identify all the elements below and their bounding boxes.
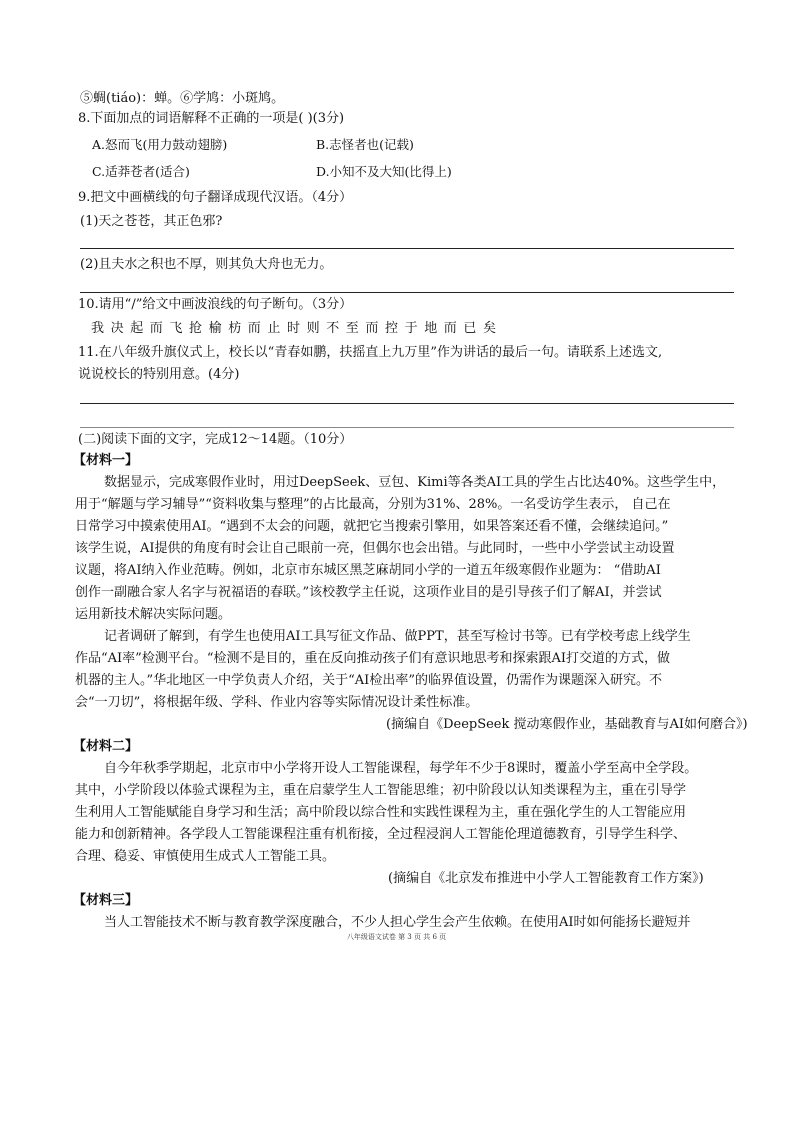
text-line: 生利用人工智能赋能自身学习和生活；高中阶段以综合性和实践性课程为主，重在强化学生的人工智能应用 [75, 805, 687, 820]
section-divider [80, 427, 734, 428]
q8-option-d: D.小知不及大知(比得上) [316, 164, 452, 179]
source-citation: (摘编自《北京发布推进中小学人工智能教育工作方案》) [388, 871, 704, 886]
text-line: 日常学习中摸索使用AI。“遇到不太会的问题，就把它当搜索引擎用，如果答案还看不懂，会继续追问。” [75, 519, 669, 534]
text-line: 能力和创新精神。各学段人工智能课程注重有机衔接，全过程浸润人工智能伦理道德教育，引导学生科学、 [75, 827, 687, 842]
q9-sentence-2: (2)且夫水之积也不厚，则其负大舟也无力。 [80, 257, 333, 272]
q11-line-1: 11.在八年级升旗仪式上，校长以“青春如鹏，扶摇直上九万里”作为讲话的最后一句。请联系上述选文, [78, 345, 663, 360]
answer-line [80, 292, 734, 293]
text-line: 创作一副融合家人名字与祝福语的春联。”该校教学主任说，这项作业目的是引导孩子们了解AI，并尝试 [75, 585, 662, 600]
text-line: 议题，将AI纳入作业范畴。例如，北京市东城区黑芝麻胡同小学的一道五年级寒假作业题为： “借助AI [75, 563, 661, 578]
q10-stem: 10.请用“/”给文中画波浪线的句子断句。（3分） [78, 297, 353, 312]
part2-heading: (二)阅读下面的文字，完成12～14题。（10分） [78, 432, 353, 447]
text-line: 记者调研了解到，有学生也使用AI工具写征文作品、做PPT，甚至写检讨书等。已有学校考虑上线学生 [104, 629, 691, 644]
q8-stem: 8.下面加点的词语解释不正确的一项是( )(3分) [78, 111, 345, 126]
source-citation: (摘编自《DeepSeek 搅动寒假作业，基础教育与AI如何磨合》) [386, 717, 748, 732]
text-line: 其中，小学阶段以体验式课程为主，重在启蒙学生人工智能思维；初中阶段以认知类课程为主，重在引导学 [75, 783, 687, 798]
text-line: 用于“解题与学习辅导”“资料收集与整理”的占比最高，分别为31%、28%。一名受访学生表示， 自己在 [75, 497, 671, 512]
text-line: 机器的主人。”华北地区一中学负责人介绍，关于“AI检出率”的临界值设置，仍需作为课题深入研究。不 [75, 673, 662, 688]
text-line: 该学生说，AI提供的角度有时会让自己眼前一亮，但偶尔也会出错。与此同时，一些中小学尝试主动设置 [75, 541, 675, 556]
text-line: 会“一刀切”，将根据年级、学科、作业内容等实际情况设计柔性标准。 [75, 695, 479, 710]
text-line: 作品“AI率”检测平台。“检测不是目的，重在反向推动孩子们有意识地思考和探索跟AI打交道的方式，做 [75, 651, 670, 666]
material-2-title: 【材料二】 [73, 739, 139, 754]
text-line: 自今年秋季学期起，北京市中小学将开设人工智能课程，每学年不少于8课时，覆盖小学至高中全学段。 [104, 761, 698, 776]
text-line: 数据显示，完成寒假作业时，用过DeepSeek、豆包、Kimi等各类AI工具的学生占比达40%。这些学生中， [104, 475, 726, 490]
page-footer: 八年级语文试卷 第 3 页 共 6 页 [346, 933, 447, 941]
answer-line [80, 403, 734, 404]
top-line: ⑤蜩(tiáo)：蝉。⑥学鸠：小斑鸠。 [80, 91, 285, 106]
material-1-title: 【材料一】 [73, 453, 139, 468]
text-line: 运用新技术解决实际问题。 [75, 607, 232, 622]
q9-stem: 9.把文中画横线的句子翻译成现代汉语。（4分） [78, 190, 353, 205]
material-3-title: 【材料三】 [73, 893, 139, 908]
q8-option-b: B.志怪者也(记载) [316, 137, 414, 152]
q10-sentence: 我决起而飞抢榆枋而止时则不至而控于地而已矣 [91, 321, 503, 336]
q8-option-c: C.适莽苍者(适合) [92, 164, 190, 179]
q8-option-a: A.怒而飞(用力鼓动翅膀) [92, 137, 228, 152]
answer-line [80, 248, 734, 249]
text-line: 合理、稳妥、审慎使用生成式人工智能工具。 [75, 849, 336, 864]
text-line: 当人工智能技术不断与教育教学深度融合，不少人担心学生会产生依赖。在使用AI时如何能扬长避短并 [104, 915, 691, 930]
q11-line-2: 说说校长的特别用意。(4分) [78, 367, 240, 382]
q9-sentence-1: (1)天之苍苍，其正色邪? [80, 214, 223, 229]
